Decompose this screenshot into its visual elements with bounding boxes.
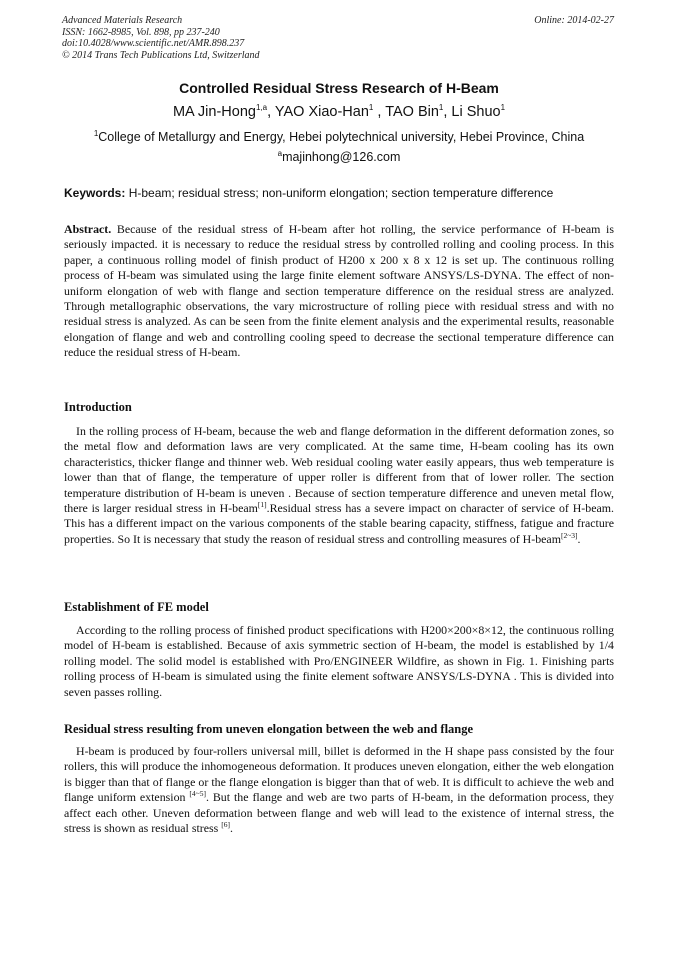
doi-line: doi:10.4028/www.scientific.net/AMR.898.237: [62, 38, 245, 49]
author-sep: ,: [373, 104, 386, 120]
author-sep: ,: [443, 104, 452, 120]
affiliation: [0, 130, 678, 144]
introduction-paragraph: [64, 424, 614, 547]
citation[interactable]: [2~3]: [560, 530, 578, 540]
issn-line: ISSN: 1662-8985, Vol. 898, pp 237-240: [62, 26, 220, 38]
fe-model-paragraph: According to the rolling process of finished product specifications with H200×200×8×12, the continuous rolling model of H-beam is established. Because of axis symmetric section of H-beam, the model is established by 1/4 rolling model. The solid model is established with Pro/ENGINEER Wildfire, as shown in Fig. 1. Finishing parts rolling process of H-beam is simulated using the finite element software ANSYS/LS-DYNA . This is divided into seven passes rolling.: [64, 623, 614, 699]
author-sup: 1,a: [255, 103, 268, 113]
keywords: [64, 186, 624, 200]
keywords-text: H-beam; residual stress; non-uniform elongation; section temperature difference: [125, 186, 554, 200]
author-name: YAO Xiao-Han: [274, 104, 369, 120]
author-name: TAO Bin: [385, 104, 439, 120]
rs-text: . But the flange and web are two parts of H-beam, in the deformation process, they affect each other. Uneven deformation between flange and web will lead to the existence of internal stress, the stress is shown as residual stress: [64, 790, 614, 836]
author-name: MA Jin-Hong: [172, 104, 256, 120]
residual-stress-paragraph: [64, 744, 614, 836]
abstract-text: Because of the residual stress of H-beam after hot rolling, the service performance of H-beam is seriously impacted. it is necessary to reduce the residual stress by controlled rolling and cooling process. In this paper, a continuous rolling model of finish product of H200 x 200 x 8 x 12 is set up. The continuous rolling process of H-beam was simulated using the large finite element software ANSYS/LS-DYNA. The effect of non-uniform elongation of web with flange and section temperature difference on the residual stress are analyzed. Through metallographic observations, the vary microstructure of rolling piece with residual stress and with no residual stress is analyzed. As can be seen from the finite element analysis and the experimental results, reasonable elongation of flange and web and controlling cooling speed to decrease the sectional temperature difference can reduce the residual stress of H-beam.: [64, 222, 614, 360]
citation[interactable]: [4~5]: [189, 789, 206, 799]
section-heading-residual-stress: Residual stress resulting from uneven elongation between the web and flange: [64, 722, 474, 736]
email-text[interactable]: majinhong@126.com: [282, 150, 401, 164]
email-sup: a: [277, 148, 283, 158]
rs-text: H-beam is produced by four-rollers universal mill, billet is deformed in the H shape pass consisted by the four rollers, this will produce the inhomogeneous deformation. It produces uneven elongation, either the web elongation is bigger than that of flange or the flange elongation is bigger than that of web. It is difficult to achieve the web and flange uniform extension: [64, 744, 614, 805]
section-heading-introduction: Introduction: [64, 400, 132, 414]
intro-text: In the rolling process of H-beam, because the web and flange deformation in the different deformation zones, so the metal flow and deformation laws are very complicated. At the same time, H-beam cooling has its own characteristics, thicker flange and thinner web. Web residual cooling water easily appears, thus web temperature is lower than that of flange, the temperature of upper roller is different from that of lower roller. The section temperature distribution of H-beam is uneven . Because of section temperature difference and uneven metal flow, there is larger residual stress in H-beam: [64, 424, 614, 516]
citation[interactable]: [6]: [221, 820, 230, 830]
intro-text: .Residual stress has a severe impact on character of service of H-beam. This has a different impact on the various components of the stable bearing capacity, stiffness, fatigue and fracture properties. So It is necessary that study the reason of residual stress and controlling measures of H-beam: [64, 501, 614, 546]
author-name: Li Shuo: [451, 104, 501, 120]
author-sup: 1: [438, 103, 444, 113]
online-date: Online: 2014-02-27: [534, 15, 614, 26]
email: [0, 150, 678, 164]
journal-name: Advanced Materials Research: [62, 15, 183, 26]
author-sep: ,: [267, 104, 275, 120]
author-list: [0, 104, 678, 120]
author-sup: 1: [368, 103, 374, 113]
keywords-label: Keywords:: [64, 186, 126, 200]
affiliation-sup: 1: [93, 128, 99, 138]
copyright-line: © 2014 Trans Tech Publications Ltd, Switzerland: [62, 49, 260, 61]
section-heading-fe-model: Establishment of FE model: [64, 600, 209, 614]
rs-text: .: [229, 821, 233, 836]
abstract-label: Abstract.: [64, 222, 112, 236]
journal-header: [62, 15, 260, 61]
citation[interactable]: [1]: [257, 500, 267, 510]
intro-text: .: [577, 531, 581, 546]
author-sup: 1: [500, 103, 506, 113]
abstract: [64, 222, 614, 361]
paper-title: Controlled Residual Stress Research of H-Beam: [179, 80, 499, 96]
affiliation-text: College of Metallurgy and Energy, Hebei polytechnical university, Hebei Province, China: [98, 130, 585, 144]
